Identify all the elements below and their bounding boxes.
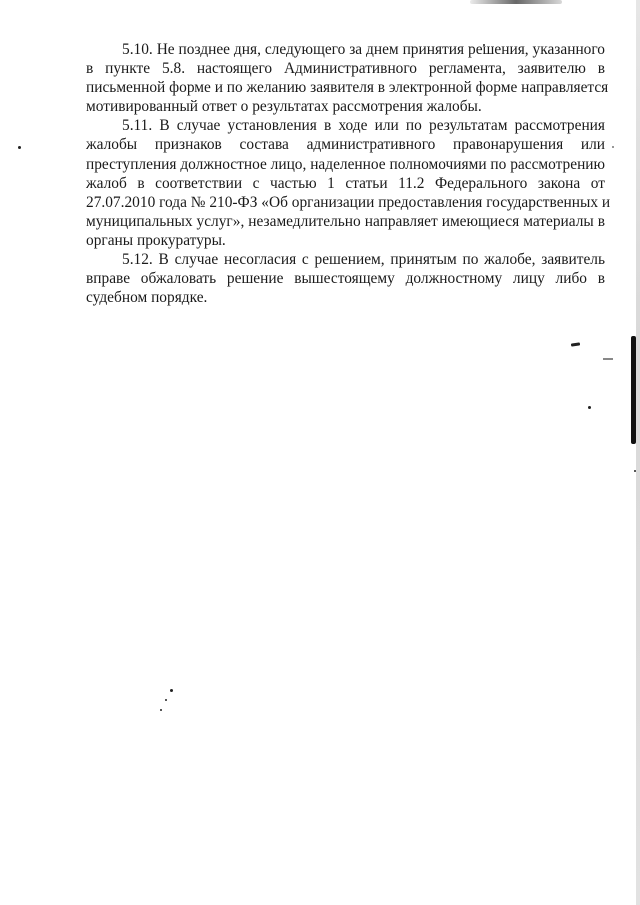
scan-dot xyxy=(170,689,173,692)
text-line: 5.12. В случае несогласия с решением, принятым по жалобе, заявитель xyxy=(122,251,605,269)
scan-dot xyxy=(571,342,580,346)
text-line: жалобы признаков состава административного правонарушения или xyxy=(86,136,605,154)
scan-right-edge xyxy=(636,0,640,905)
paragraph-5-12 xyxy=(86,250,605,307)
text-line: муниципальных услуг», незамедлительно направляет имеющиеся материалы в xyxy=(86,212,605,230)
text-line: жалоб в соответствии с частью 1 статьи 11.2 Федерального закона от xyxy=(86,174,605,192)
text-line: органы прокуратуры. xyxy=(86,231,226,249)
text-line: вправе обжаловать решение вышестоящему должностному лицу либо в xyxy=(86,270,605,288)
paragraph-5-11 xyxy=(86,116,611,250)
scan-dot xyxy=(160,709,162,711)
scan-dot xyxy=(603,358,613,360)
text-line: в пункте 5.8. настоящего Административного регламента, заявителю в xyxy=(86,60,605,78)
text-line: 5.11. В случае установления в ходе или по результатам рассмотрения xyxy=(122,117,605,135)
text-line: преступления должностное лицо, наделенное полномочиями по рассмотрению xyxy=(86,155,606,173)
text-line: 5.10. Не позднее дня, следующего за днем принятия решения, указанного xyxy=(122,41,605,58)
text-line: судебном порядке. xyxy=(86,289,208,307)
scan-dot xyxy=(588,406,591,409)
text-line: мотивированный ответ о результатах рассмотрения жалобы. xyxy=(86,98,482,116)
scan-dot xyxy=(612,146,614,148)
document-body xyxy=(86,40,611,307)
paragraph-5-10 xyxy=(86,40,609,116)
scan-dot xyxy=(634,470,636,472)
scan-dot xyxy=(18,146,21,149)
scan-binding-mark xyxy=(631,336,636,444)
scan-smudge-top xyxy=(470,0,562,4)
text-line: письменной форме и по желанию заявителя в электронной форме направляется xyxy=(86,79,609,97)
scan-dot xyxy=(165,699,167,701)
text-line: 27.07.2010 года № 210-ФЗ «Об организации предоставления государственных и xyxy=(86,193,611,211)
